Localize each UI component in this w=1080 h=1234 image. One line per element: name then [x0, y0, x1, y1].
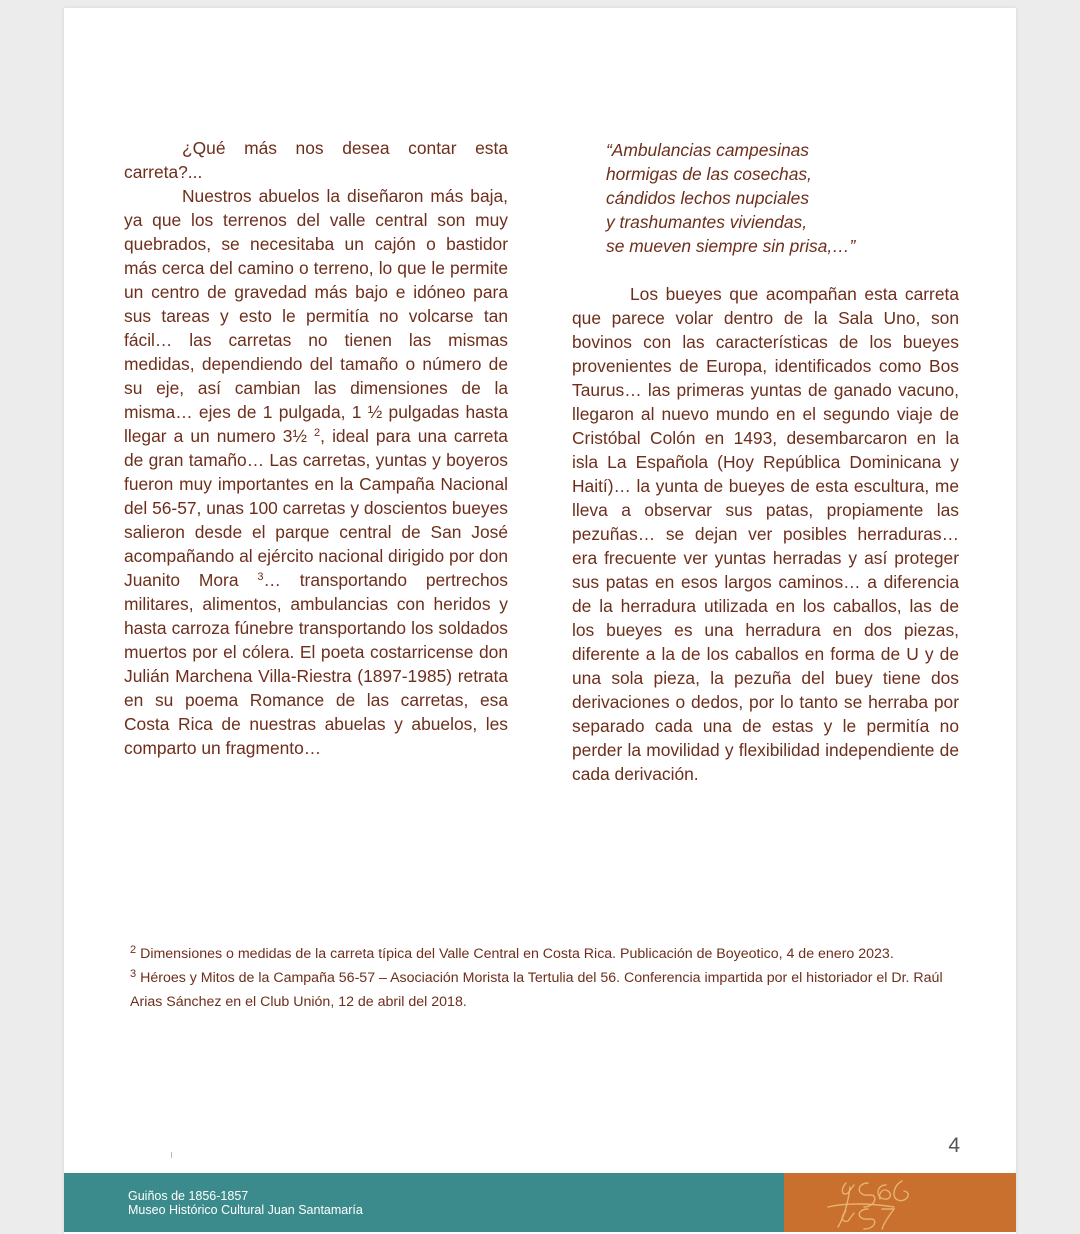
- footnote-ref-3: 3: [257, 571, 264, 583]
- page-number: 4: [948, 1134, 960, 1157]
- footer-logo-block: [784, 1173, 1016, 1232]
- footnotes: [130, 942, 970, 1014]
- poem-line: se mueven siempre sin prisa,…”: [606, 236, 856, 256]
- footnote-text: Héroes y Mitos de la Campaña 56-57 – Asociación Morista la Tertulia del 56. Conferencia impartida por el historiador el Dr. Raúl Arias Sánchez en el Club Unión, 12 de abril del 2018.: [130, 970, 943, 1010]
- footer-credits: [128, 1189, 363, 1217]
- page-footer: [64, 1173, 1016, 1232]
- poem-line: cándidos lechos nupciales: [606, 188, 810, 208]
- right-column: [572, 136, 959, 786]
- poem-fragment: [606, 136, 959, 258]
- paragraph-bueyes: Los bueyes que acompañan esta carreta que parece volar dentro de la Sala Uno, son bovinos con las características de los bueyes provenientes de Europa, identificados como Bos Taurus… las primeras yuntas de ganado vacuno, llegaron al nuevo mundo en el segundo viaje de Cristóbal Colón en 1493, desembarcaron en la isla La Española (Hoy República Dominicana y Haití)… la yunta de bueyes de esta escultura, me lleva a observar sus patas, propiamente las pezuñas… se dejan ver posibles herraduras… era frecuente ver yuntas herradas y así proteger sus patas en esos largos caminos… a diferencia de la herradura utilizada en los caballos, las de los bueyes es una herradura en dos piezas, diferente a la de los caballos en forma de U y de una sola pieza, la pezuña del buey tiene dos derivaciones o dedos, por lo tanto se herraba por separado cada una de estas y le permitía no perder la movilidad y flexibilidad independiente de cada derivación.: [572, 284, 959, 784]
- poem-line: “Ambulancias campesinas: [606, 140, 809, 160]
- margin-mark: [171, 1152, 172, 1158]
- footnote-number: 2: [130, 944, 137, 956]
- footnote-ref-2: 2: [314, 427, 321, 439]
- footnote-number: 3: [130, 968, 137, 980]
- footer-series-title: Guiños de 1856-1857: [128, 1189, 249, 1203]
- paragraph-text-part: , ideal para una carreta de gran tamaño… Las carretas, yuntas y boyeros fueron muy importantes en la Campaña Nacional del 56-57, unas 100 carretas y doscientos bueyes salieron desde el parque central de San José acompañando al ejército nacional dirigido por don Juanito Mora: [124, 426, 508, 590]
- paragraph-text-part: … transportando pertrechos militares, alimentos, ambulancias con heridos y hasta carroza fúnebre transportando los soldados muertos por el cólera. El poeta costarricense don Julián Marchena Villa-Riestra (1897-1985) retrata en su poema Romance de las carretas, esa Costa Rica de nuestras abuelas y abuelos, les comparto un fragmento…: [124, 570, 508, 758]
- document-page: [64, 8, 1016, 1234]
- paragraph-carreta-design: [124, 184, 508, 760]
- paragraph-text-part: Nuestros abuelos la diseñaron más baja, ya que los terrenos del valle central son muy quebrados, se necesitaba un cajón o bastidor más cerca del camino o terreno, lo que le permite un centro de gravedad más bajo e idóneo para sus tareas y esto le permitía no volcarse tan fácil… las carretas no tienen las mismas medidas, dependiendo del tamaño o número de su eje, así cambian las dimensiones de la misma… ejes de 1 pulgada, 1 ½ pulgadas hasta llegar a un numero 3½: [124, 186, 508, 446]
- footnote-3: [130, 966, 970, 1014]
- left-column: [124, 136, 508, 760]
- poem-line: y trashumantes viviendas,: [606, 212, 808, 232]
- poem-line: hormigas de las cosechas,: [606, 164, 812, 184]
- footer-museum-name: Museo Histórico Cultural Juan Santamaría: [128, 1203, 363, 1217]
- footnote-text: Dimensiones o medidas de la carreta típica del Valle Central en Costa Rica. Publicación de Boyeotico, 4 de enero 2023.: [140, 946, 894, 962]
- handwritten-1856-1857-logo: [784, 1173, 1016, 1232]
- footnote-2: [130, 942, 970, 966]
- paragraph-intro-question: ¿Qué más nos desea contar esta carreta?...: [124, 138, 508, 182]
